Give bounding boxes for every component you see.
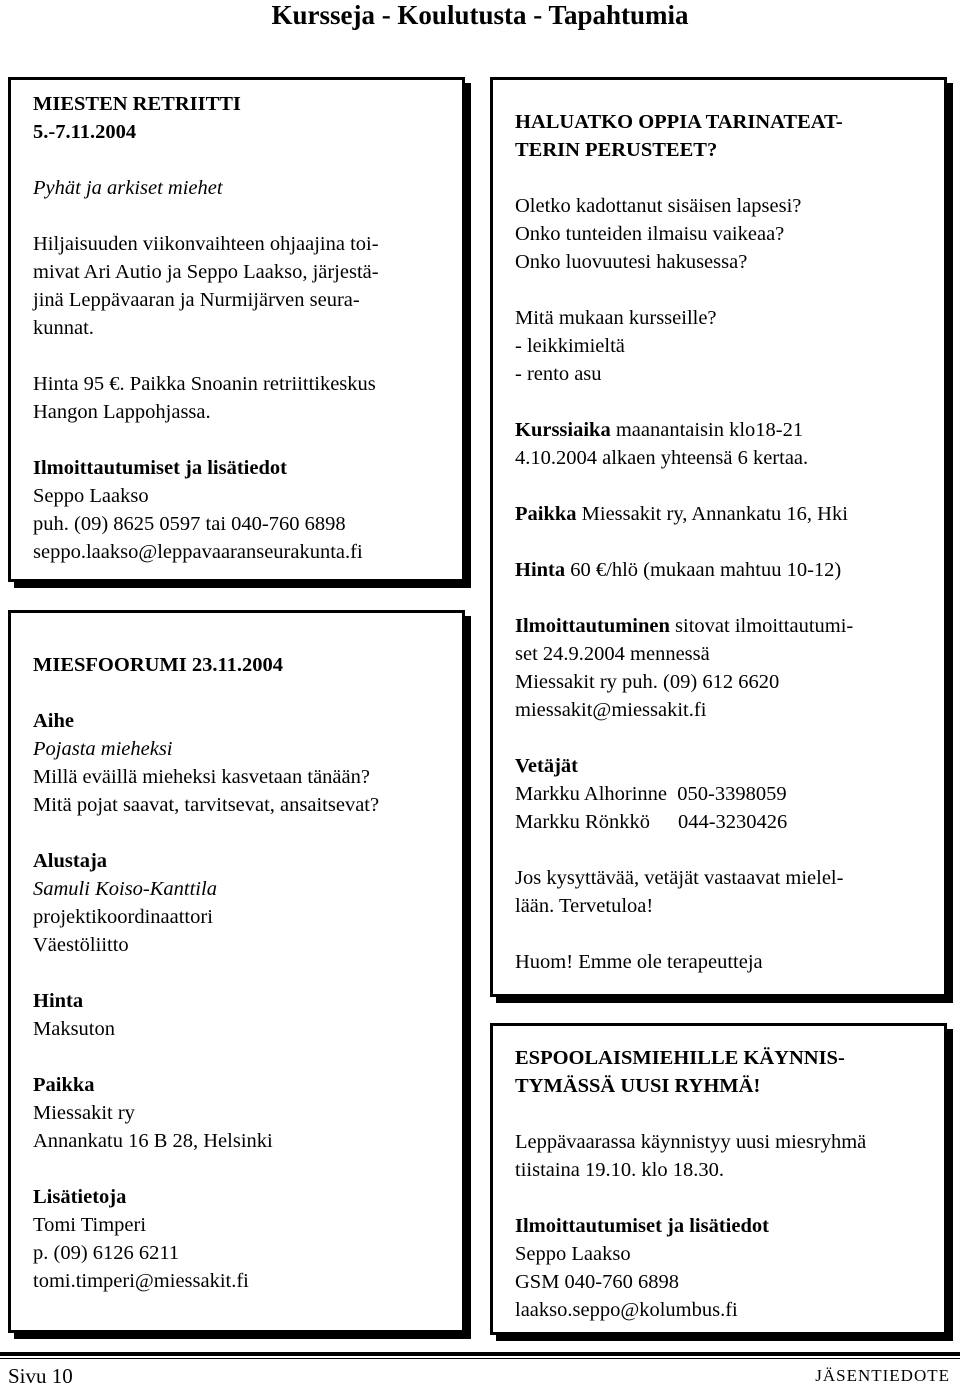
kurssiaika-line [515, 416, 930, 444]
footer-divider-thin [0, 1358, 960, 1359]
retriitti-contact-heading: Ilmoittautumiset ja lisätiedot [33, 457, 287, 479]
aihe-line: Millä eväillä mieheksi kasvetaan tänään? [33, 766, 370, 788]
kurssiaika-text: maanantaisin klo18-21 [610, 419, 804, 441]
vetaja-name: Markku Rönkkö [515, 811, 650, 833]
retriitti-price-line: Hangon Lappohjassa. [33, 401, 211, 423]
retriitti-desc-line: Hiljaisuuden viikonvaihteen ohjaajina toi- [33, 233, 379, 255]
ilmo-text: sitovat ilmoittautumi- [669, 615, 854, 637]
miesfoorumi-box [8, 610, 465, 1333]
tarina-question: Oletko kadottanut sisäisen lapsesi? [515, 195, 802, 217]
tarina-hinta-text: 60 €/hlö (mukaan mahtuu 10-12) [565, 559, 842, 581]
vetaja-name: Markku Alhorinne [515, 783, 668, 805]
ilmo-label: Ilmoittautuminen [515, 615, 670, 637]
page-header-title: Kursseja - Koulutusta - Tapahtumia [271, 0, 689, 30]
tarina-title: HALUATKO OPPIA TARINATEAT- [515, 111, 843, 133]
retriitti-desc-line: mivat Ari Autio ja Seppo Laakso, järjestä- [33, 261, 379, 283]
tarina-hinta-label: Hinta [515, 559, 566, 581]
tarina-paikka-line [515, 500, 930, 528]
closing-line: lään. Tervetuloa! [515, 895, 654, 917]
ilmo-line [515, 612, 930, 640]
huom-line: Huom! Emme ole terapeutteja [515, 951, 763, 973]
espoo-contact-email[interactable]: laakso.seppo@kolumbus.fi [515, 1299, 738, 1321]
ilmo-line: Miessakit ry puh. (09) 612 6620 [515, 671, 780, 693]
retriitti-date: 5.-7.11.2004 [33, 121, 137, 143]
tarina-bring-line: Mitä mukaan kursseille? [515, 307, 717, 329]
retriitti-contact-email[interactable]: seppo.laakso@leppavaaranseurakunta.fi [33, 541, 363, 563]
footer-divider [0, 1352, 960, 1356]
retriitti-desc-line: jinä Leppävaaran ja Nurmijärven seura- [33, 289, 360, 311]
hinta-heading: Hinta [33, 990, 84, 1012]
aihe-heading: Aihe [33, 710, 74, 732]
ilmo-email[interactable]: miessakit@miessakit.fi [515, 699, 707, 721]
alustaja-heading: Alustaja [33, 850, 108, 872]
kurssiaika-line2: 4.10.2004 alkaen yhteensä 6 kertaa. [515, 447, 809, 469]
tarina-question: Onko tunteiden ilmaisu vaikeaa? [515, 223, 785, 245]
aihe-italic: Pojasta mieheksi [33, 738, 173, 760]
espoo-desc-line: Leppävaarassa käynnistyy uusi miesryhmä [515, 1131, 867, 1153]
vetaja-row [515, 780, 930, 808]
tarina-paikka-label: Paikka [515, 503, 577, 525]
espoo-box [490, 1023, 947, 1335]
paikka-line: Miessakit ry [33, 1102, 135, 1124]
tarina-paikka-text: Miessakit ry, Annankatu 16, Hki [576, 503, 848, 525]
vetajat-heading: Vetäjät [515, 755, 579, 777]
tarina-bring-line: - leikkimieltä [515, 335, 625, 357]
retriitti-box [8, 77, 465, 582]
closing-line: Jos kysyttävää, vetäjät vastaavat mielel- [515, 867, 844, 889]
retriitti-title: MIESTEN RETRIITTI [33, 93, 241, 115]
tarinateatteri-box [490, 77, 947, 997]
retriitti-subtitle: Pyhät ja arkiset miehet [33, 177, 223, 199]
vetaja-phone: 050-3398059 [677, 783, 787, 805]
publication-name: JÄSENTIEDOTE [815, 1366, 950, 1385]
espoo-contact-phone: GSM 040-760 6898 [515, 1271, 680, 1293]
tarina-question: Onko luovuutesi hakusessa? [515, 251, 748, 273]
tarina-title-cont: TERIN PERUSTEET? [515, 139, 718, 161]
lisatietoja-line: p. (09) 6126 6211 [33, 1242, 180, 1264]
retriitti-price-line: Hinta 95 €. Paikka Snoanin retriittikeskus [33, 373, 376, 395]
tarina-hinta-line [515, 556, 930, 584]
aihe-line: Mitä pojat saavat, tarvitsevat, ansaitsevat? [33, 794, 380, 816]
kurssiaika-label: Kurssiaika [515, 419, 611, 441]
retriitti-contact-name: Seppo Laakso [33, 485, 149, 507]
espoo-contact-name: Seppo Laakso [515, 1243, 631, 1265]
vetaja-phone: 044-3230426 [677, 811, 788, 833]
lisatietoja-line: Tomi Timperi [33, 1214, 147, 1236]
ilmo-line: set 24.9.2004 mennessä [515, 643, 710, 665]
espoo-desc-line: tiistaina 19.10. klo 18.30. [515, 1159, 724, 1181]
retriitti-desc-line: kunnat. [33, 317, 94, 339]
alustaja-line: Väestöliitto [33, 934, 129, 956]
paikka-heading: Paikka [33, 1074, 95, 1096]
tarina-bring-line: - rento asu [515, 363, 602, 385]
hinta-value: Maksuton [33, 1018, 115, 1040]
espoo-contact-heading: Ilmoittautumiset ja lisätiedot [515, 1215, 769, 1237]
alustaja-line: projektikoordinaattori [33, 906, 213, 928]
lisatietoja-email[interactable]: tomi.timperi@miessakit.fi [33, 1270, 249, 1292]
vetaja-row [515, 808, 930, 836]
alustaja-name: Samuli Koiso-Kanttila [33, 878, 217, 900]
page-number: Sivu 10 [8, 1364, 73, 1388]
espoo-title: ESPOOLAISMIEHILLE KÄYNNIS- [515, 1047, 845, 1069]
retriitti-contact-phone: puh. (09) 8625 0597 tai 040-760 6898 [33, 513, 346, 535]
lisatietoja-heading: Lisätietoja [33, 1186, 127, 1208]
espoo-title-cont: TYMÄSSÄ UUSI RYHMÄ! [515, 1075, 761, 1097]
paikka-line: Annankatu 16 B 28, Helsinki [33, 1130, 273, 1152]
miesfoorumi-title: MIESFOORUMI 23.11.2004 [33, 654, 283, 676]
